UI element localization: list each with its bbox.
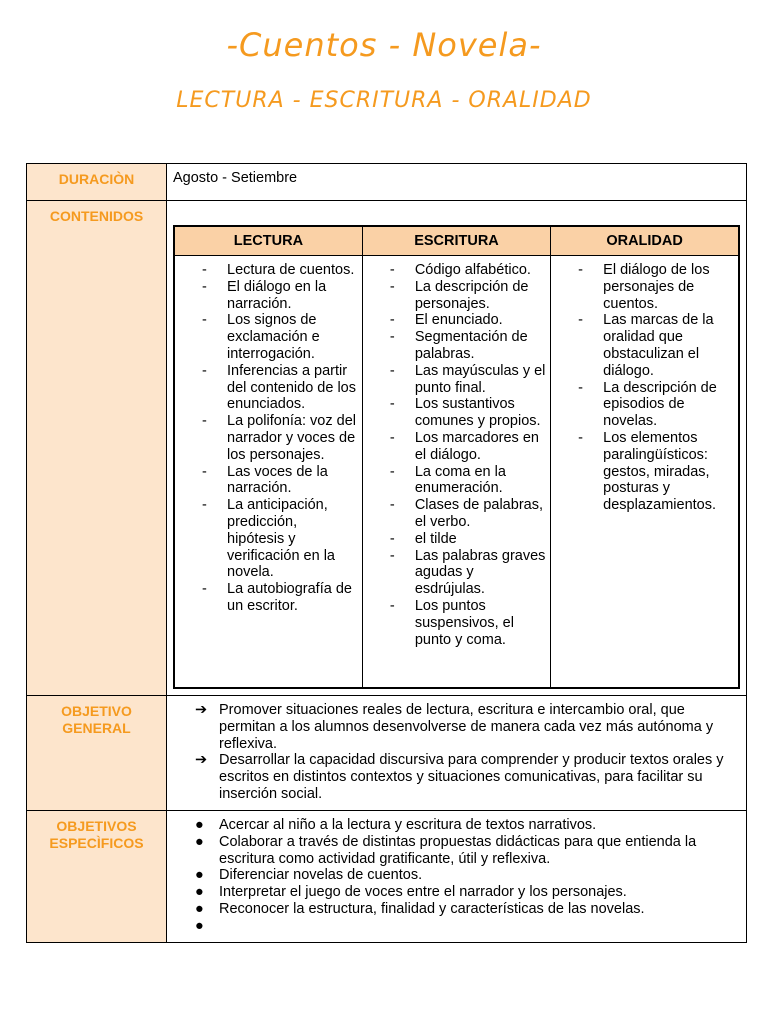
objetivo-general-item [191,702,738,752]
column-oralidad [551,256,739,688]
list-item-text: Promover situaciones reales de lectura, escritura e intercambio oral, que permitan a los alumnos desenvolverse de manera cada vez más autónoma y reflexiva. [219,702,714,752]
list-marker: - [389,547,395,564]
list-item-text: Las palabras graves agudas y esdrújulas. [414,547,546,598]
list-marker: - [202,278,207,295]
list-item-text: Código alfabético. [414,262,531,278]
lectura-item [179,262,358,279]
escritura-item [367,363,546,397]
objetivo-especifico-item [191,867,738,884]
lectura-item [179,363,358,413]
list-marker: ➔ [195,702,208,718]
column-header-lectura: LECTURA [174,226,362,256]
oralidad-item [555,380,734,430]
row-contenidos [27,201,747,696]
list-item-text: La descripción de episodios de novelas. [603,379,717,430]
page-subtitle: LECTURA - ESCRITURA - ORALIDAD [176,88,592,113]
planning-table [26,163,747,943]
list-item-text: El diálogo de los personajes de cuentos. [603,262,710,312]
escritura-item [367,497,546,531]
lectura-item [179,581,358,615]
objetivo-especifico-item [191,901,738,918]
list-marker: - [389,278,395,295]
list-item-text: Colaborar a través de distintas propuestas didácticas para que entienda la escritura como actividad gratificante, útil y reflexiva. [219,833,697,867]
objetivos-especificos-cell [167,811,747,943]
escritura-item [367,262,546,279]
escritura-item [367,329,546,363]
list-item-text: Los elementos paralingüísticos: gestos, miradas, posturas y desplazamientos. [603,429,716,514]
objetivo-general-cell [167,696,747,811]
list-item-text: La autobiografía de un escritor. [227,581,352,614]
objetivo-general-label: OBJETIVO GENERAL [27,696,167,811]
lectura-item [179,413,358,463]
list-marker: ● [195,817,204,833]
column-header-escritura: ESCRITURA [362,226,550,256]
row-objetivos-especificos [27,811,747,943]
row-objetivo-general [27,696,747,811]
list-marker: - [578,379,583,396]
list-marker: - [389,497,395,514]
list-item-text: La coma en la enumeración. [414,463,506,497]
list-item-text: El diálogo en la narración. [227,278,327,312]
escritura-item [367,396,546,430]
list-marker: - [202,312,207,329]
list-item-text: Clases de palabras, el verbo. [414,497,543,530]
list-item-text: Los marcadores en el diálogo. [414,429,539,463]
list-item-text: Los puntos suspensivos, el punto y coma. [414,597,514,648]
list-marker: - [389,463,395,480]
oralidad-item [555,430,734,514]
list-marker: - [578,312,583,329]
contenidos-cell [167,201,747,696]
list-item-text: Los signos de exclamación e interrogación. [227,312,320,362]
column-header-oralidad: ORALIDAD [551,226,739,256]
objetivo-especifico-item [191,817,738,834]
lectura-item [179,279,358,313]
list-item-text: el tilde [414,530,457,547]
list-marker: - [389,362,395,379]
list-marker: - [202,463,207,480]
duracion-value: Agosto - Setiembre [167,164,747,201]
list-marker: - [202,413,207,430]
list-item-text: Las mayúsculas y el punto final. [414,362,546,396]
oralidad-item [555,312,734,379]
list-item-text: Las voces de la narración. [227,463,328,497]
escritura-item [367,279,546,313]
list-marker: - [389,329,395,346]
list-marker: - [389,429,395,446]
list-marker: - [389,312,395,329]
list-item-text: Diferenciar novelas de cuentos. [219,867,423,884]
list-marker: - [578,429,583,446]
duracion-label: DURACIÒN [27,164,167,201]
list-item-text: Interpretar el juego de voces entre el narrador y los personajes. [219,884,627,901]
list-marker: - [202,581,207,598]
list-marker: - [202,362,207,379]
list-marker: - [389,597,395,614]
lectura-item [179,464,358,498]
page-title: -Cuentos - Novela- [226,26,542,64]
objetivo-general-item [191,752,738,802]
escritura-item [367,531,546,548]
list-item-text: Los sustantivos comunes y propios. [414,396,541,430]
list-item-text: Las marcas de la oralidad que obstaculizan el diálogo. [603,312,714,379]
escritura-item [367,464,546,498]
list-marker: ● [195,900,204,917]
objetivo-especifico-item [191,884,738,901]
list-item-text: La polifonía: voz del narrador y voces de los personajes. [227,413,356,463]
list-item-text: Reconocer la estructura, finalidad y características de las novelas. [219,900,645,917]
list-item-text: Desarrollar la capacidad discursiva para comprender y producir textos orales y escritos en distintos contextos y situaciones comunicativas, para facilitar su inserción social. [219,752,724,802]
list-marker: - [389,262,395,278]
contenidos-label: CONTENIDOS [27,201,167,696]
list-item-text: La descripción de personajes. [414,278,529,312]
row-duracion [27,164,747,201]
list-item-text: Inferencias a partir del contenido de los enunciados. [227,362,356,413]
list-marker: ● [195,833,204,850]
list-marker: - [389,396,395,413]
escritura-item [367,312,546,329]
list-item-text: Segmentación de palabras. [414,329,528,362]
list-marker: - [202,497,207,514]
oralidad-item [555,262,734,312]
list-marker: - [578,262,583,278]
objetivo-especifico-item [191,834,738,868]
list-marker: - [389,530,395,547]
column-lectura [174,256,362,688]
escritura-item [367,548,546,598]
list-marker: ● [195,917,204,934]
lectura-item [179,312,358,362]
column-escritura [362,256,550,688]
contenidos-table [173,225,740,689]
list-item-text: Acercar al niño a la lectura y escritura de textos narrativos. [219,817,597,833]
escritura-item [367,430,546,464]
list-item-text: El enunciado. [414,312,503,329]
escritura-item [367,598,546,648]
objetivo-especifico-item [191,918,738,935]
list-marker: ● [195,884,204,901]
list-item-text: La anticipación, predicción, hipótesis y verificación en la novela. [227,497,335,581]
list-marker: ➔ [195,752,208,769]
list-item-text: Lectura de cuentos. [227,262,355,278]
list-marker: - [202,262,207,278]
objetivos-especificos-label: OBJETIVOS ESPECÌFICOS [27,811,167,943]
list-marker: ● [195,867,204,884]
lectura-item [179,497,358,581]
